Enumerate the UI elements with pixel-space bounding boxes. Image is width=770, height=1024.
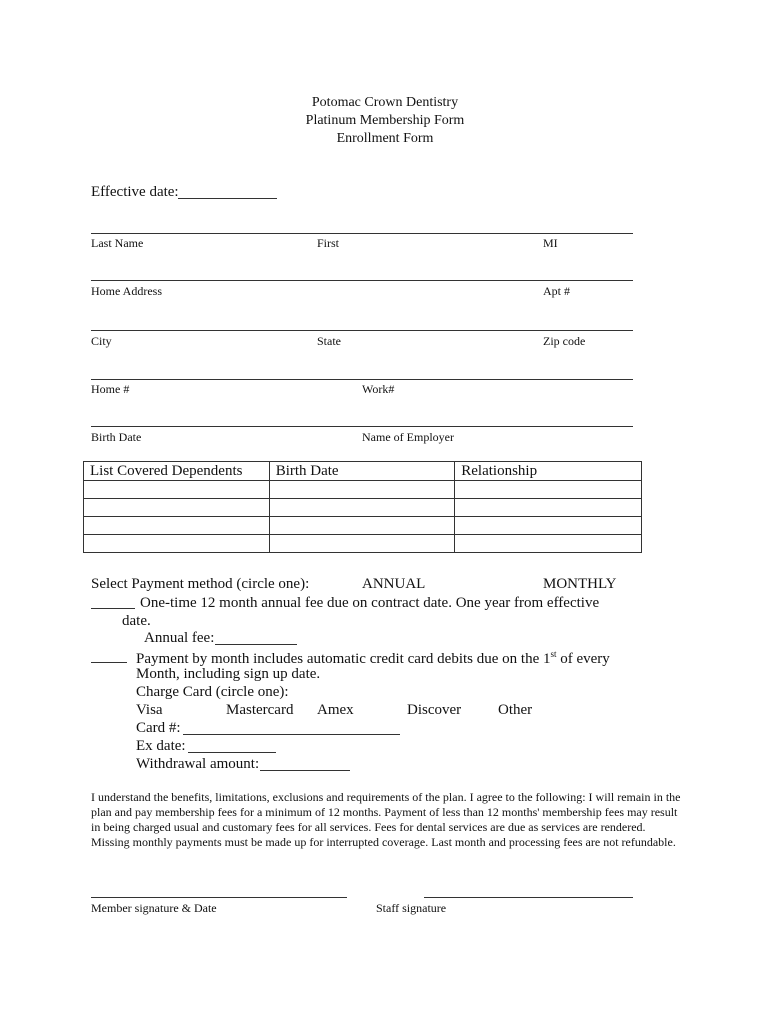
annual-fee-field[interactable] [215,644,297,645]
zip-label: Zip code [543,334,586,348]
middle-initial-label: MI [543,236,558,250]
card-number-label: Card #: [136,720,181,736]
dependents-header-birth-date: Birth Date [269,462,455,481]
first-name-label: First [317,236,340,250]
table-cell[interactable] [269,499,455,517]
table-row [84,481,642,499]
agreement-text: I understand the benefits, limitations, exclusions and requirements of the plan. I agree to the following: I will remain in the plan and pay membership fees for a minimum of 12 months. Payment of less than 12 months' membership fees may result in being charged usual and customary fees for all services. Fees for dental services are due as services are rendered. Missing monthly payments must be made up for interrupted coverage. Last month and processing fees are not refundable. [91,790,681,849]
annual-check-line[interactable] [91,608,135,609]
table-cell[interactable] [84,535,270,553]
dependents-header-row [84,462,642,481]
annual-description: One-time 12 month annual fee due on contract date. One year from effective [140,595,600,611]
state-label: State [317,334,341,348]
table-cell[interactable] [455,481,642,499]
monthly-description: Payment by month includes automatic credit card debits due on the 1st of every [136,649,610,667]
member-signature-line[interactable] [91,897,347,898]
table-cell[interactable] [269,535,455,553]
card-option-visa[interactable]: Visa [136,702,163,718]
card-option-discover[interactable]: Discover [407,702,462,718]
ex-date-field[interactable] [188,752,276,753]
birth-date-label: Birth Date [91,430,142,444]
form-title: Platinum Membership Form [305,113,465,128]
table-cell[interactable] [269,481,455,499]
table-row [84,517,642,535]
city-field-line[interactable] [91,330,633,331]
member-signature-label: Member signature & Date [91,901,217,915]
table-row [84,535,642,553]
address-field-line[interactable] [91,280,633,281]
birth-date-field-line[interactable] [91,426,633,427]
table-cell[interactable] [84,499,270,517]
card-option-mastercard[interactable]: Mastercard [226,702,294,718]
table-cell[interactable] [455,535,642,553]
dependents-header-name: List Covered Dependents [84,462,270,481]
staff-signature-label: Staff signature [376,901,447,915]
table-cell[interactable] [84,481,270,499]
practice-name: Potomac Crown Dentistry [311,95,459,110]
staff-signature-line[interactable] [424,897,633,898]
option-monthly[interactable]: MONTHLY [543,576,617,592]
monthly-description-cont: Month, including sign up date. [136,666,321,682]
city-label: City [91,334,112,348]
table-cell[interactable] [455,517,642,535]
phone-field-line[interactable] [91,379,633,380]
effective-date-field[interactable] [178,198,277,199]
form-subtitle: Enrollment Form [336,131,434,146]
dependents-header-relationship: Relationship [455,462,642,481]
withdrawal-amount-label: Withdrawal amount: [136,756,260,772]
card-number-field[interactable] [183,734,400,735]
annual-description-cont: date. [122,613,151,629]
withdrawal-amount-field[interactable] [260,770,350,771]
dependents-table [83,461,642,553]
name-field-line[interactable] [91,233,633,234]
payment-method-label: Select Payment method (circle one): [91,576,310,592]
last-name-label: Last Name [91,236,144,250]
work-phone-label: Work# [362,382,395,396]
table-cell[interactable] [455,499,642,517]
option-annual[interactable]: ANNUAL [362,576,426,592]
card-option-amex[interactable]: Amex [317,702,354,718]
card-option-other[interactable]: Other [498,702,533,718]
monthly-check-line[interactable] [91,662,127,663]
annual-fee-label: Annual fee: [144,630,215,646]
apt-label: Apt # [543,284,570,298]
table-cell[interactable] [84,517,270,535]
charge-card-label: Charge Card (circle one): [136,684,289,700]
home-phone-label: Home # [91,382,130,396]
table-row [84,499,642,517]
table-cell[interactable] [269,517,455,535]
employer-label: Name of Employer [362,430,454,444]
home-address-label: Home Address [91,284,162,298]
effective-date-label: Effective date: [91,184,179,200]
ex-date-label: Ex date: [136,738,186,754]
